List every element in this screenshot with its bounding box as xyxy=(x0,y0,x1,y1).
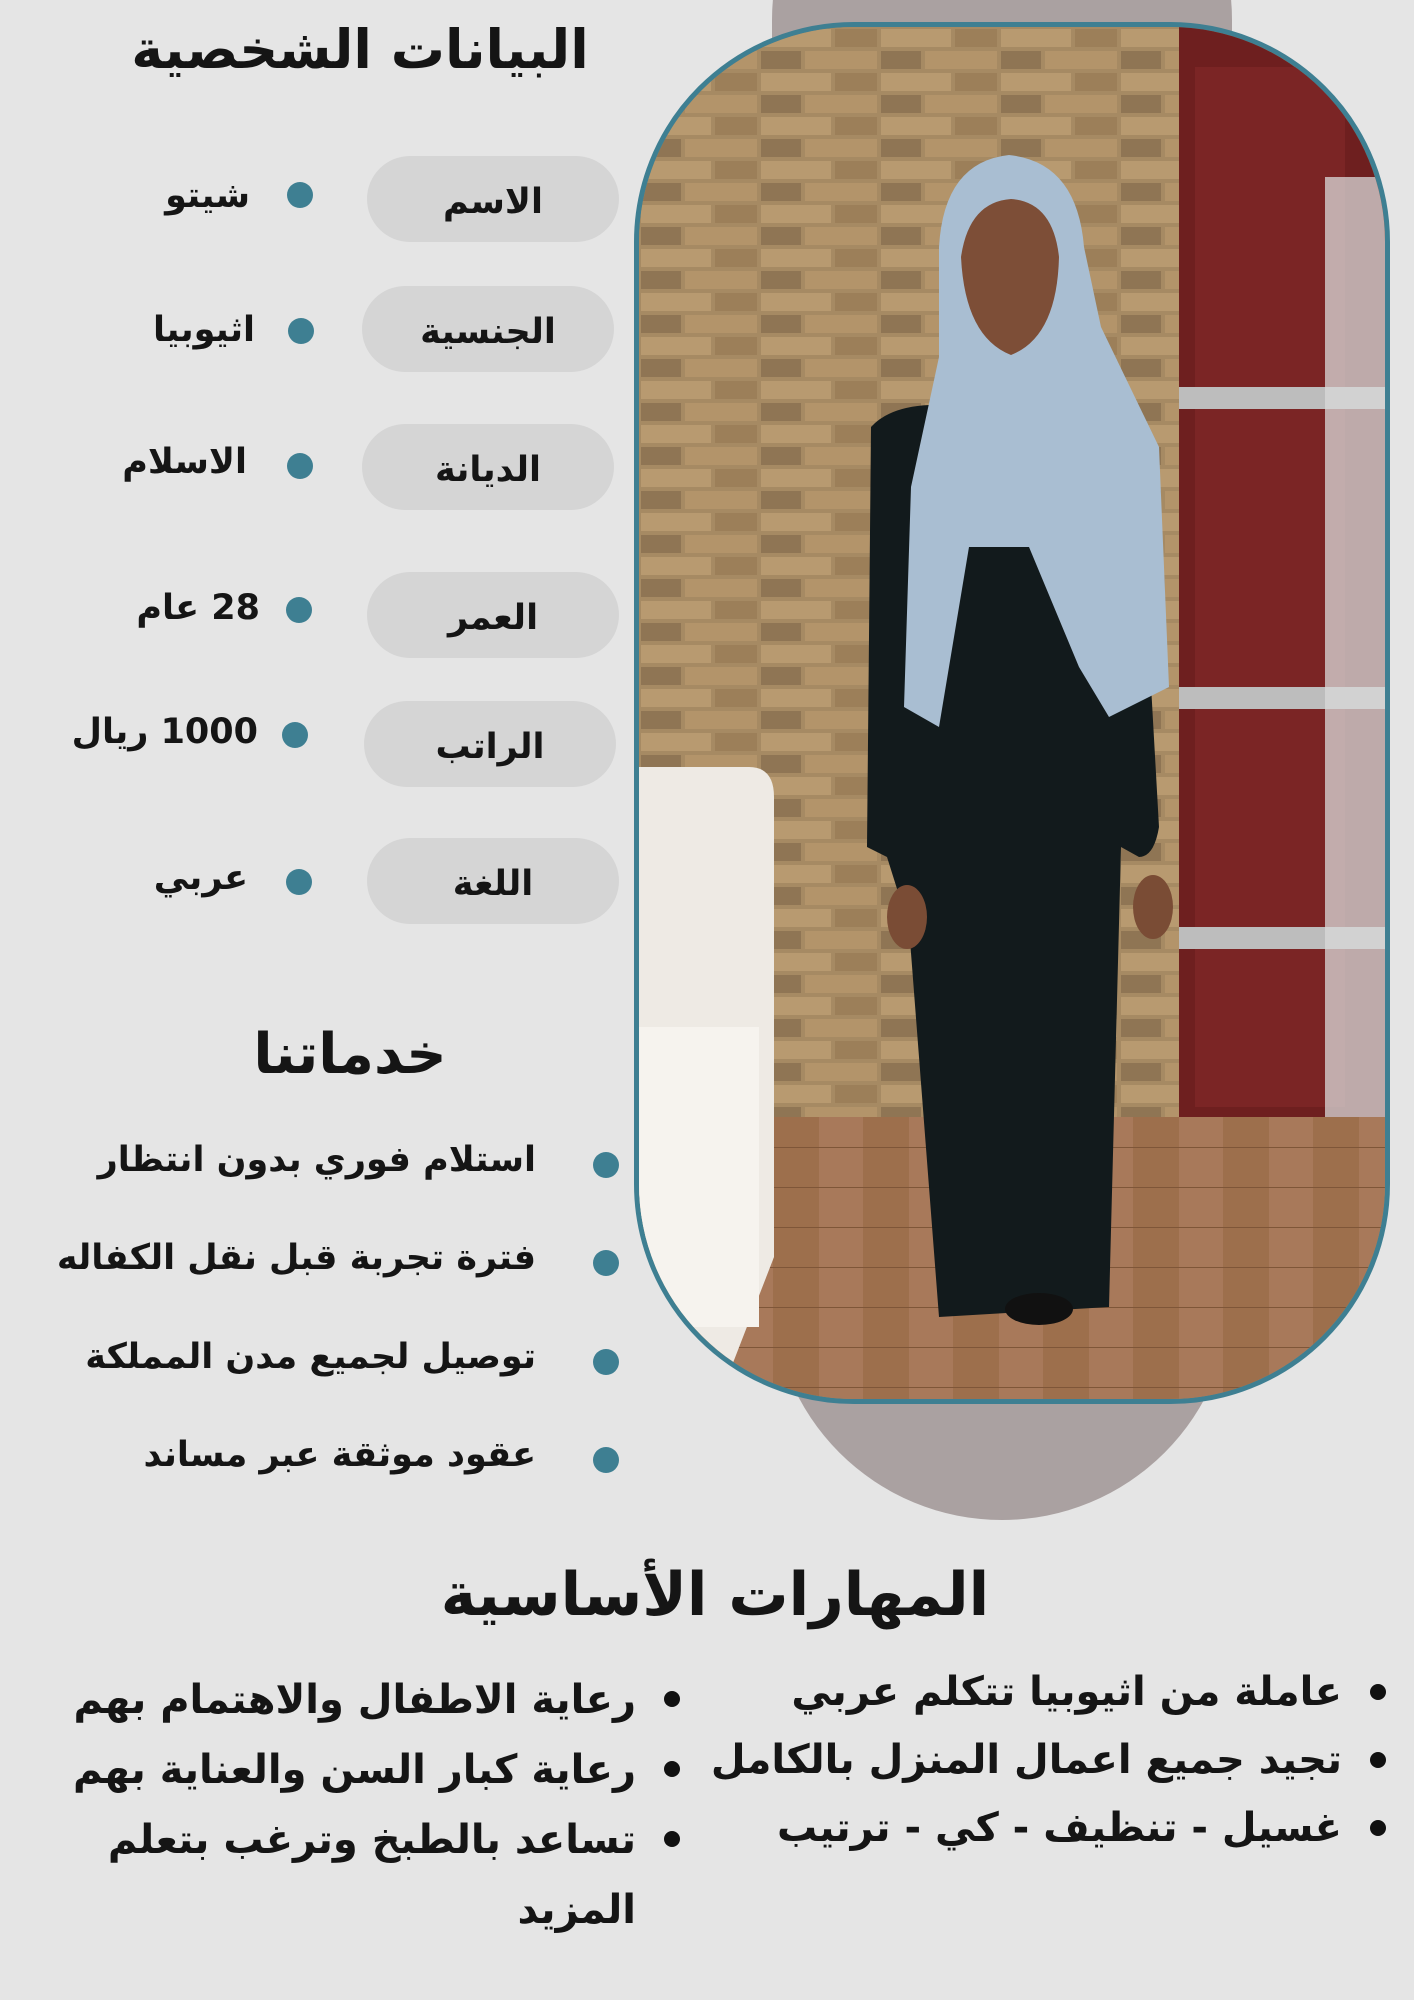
skills-left-list xyxy=(24,1665,684,1945)
value-age: 28 عام xyxy=(136,588,260,628)
bullet-dot xyxy=(593,1349,619,1375)
value-religion: الاسلام xyxy=(122,442,247,482)
label-religion: الديانة xyxy=(362,424,614,510)
skill-item: عاملة من اثيوبيا تتكلم عربي xyxy=(690,1658,1390,1726)
skill-item: رعاية الاطفال والاهتمام بهم xyxy=(24,1665,684,1735)
photo-illustration xyxy=(639,27,1385,1399)
bullet-dot xyxy=(593,1447,619,1473)
skills-title: المهارات الأساسية xyxy=(440,1560,990,1630)
bullet-dot xyxy=(287,453,313,479)
bullet-dot xyxy=(286,869,312,895)
service-item: فترة تجربة قبل نقل الكفاله xyxy=(56,1238,536,1278)
skill-item: تساعد بالطبخ وترغب بتعلم المزيد xyxy=(24,1805,684,1945)
skill-item: غسيل - تنظيف - كي - ترتيب xyxy=(690,1794,1390,1862)
worker-photo xyxy=(634,22,1390,1404)
value-name: شيتو xyxy=(165,176,250,216)
bullet-dot xyxy=(282,722,308,748)
label-name: الاسم xyxy=(367,156,619,242)
label-age: العمر xyxy=(367,572,619,658)
label-language: اللغة xyxy=(367,838,619,924)
personal-data-title: البيانات الشخصية xyxy=(131,18,589,81)
skill-item: رعاية كبار السن والعناية بهم xyxy=(24,1735,684,1805)
value-salary: 1000 ريال xyxy=(71,712,258,752)
bullet-dot xyxy=(593,1152,619,1178)
skill-item: تجيد جميع اعمال المنزل بالكامل xyxy=(690,1726,1390,1794)
service-item: عقود موثقة عبر مساند xyxy=(143,1435,536,1475)
services-title: خدماتنا xyxy=(253,1022,447,1087)
label-nationality: الجنسية xyxy=(362,286,614,372)
bullet-dot xyxy=(287,182,313,208)
label-salary: الراتب xyxy=(364,701,616,787)
service-item: توصيل لجميع مدن المملكة xyxy=(85,1337,536,1377)
value-nationality: اثيوبيا xyxy=(153,310,255,350)
skills-right-list xyxy=(690,1658,1390,1862)
bullet-dot xyxy=(286,597,312,623)
value-language: عربي xyxy=(153,858,248,898)
bullet-dot xyxy=(593,1250,619,1276)
bullet-dot xyxy=(288,318,314,344)
service-item: استلام فوري بدون انتظار xyxy=(97,1140,536,1180)
